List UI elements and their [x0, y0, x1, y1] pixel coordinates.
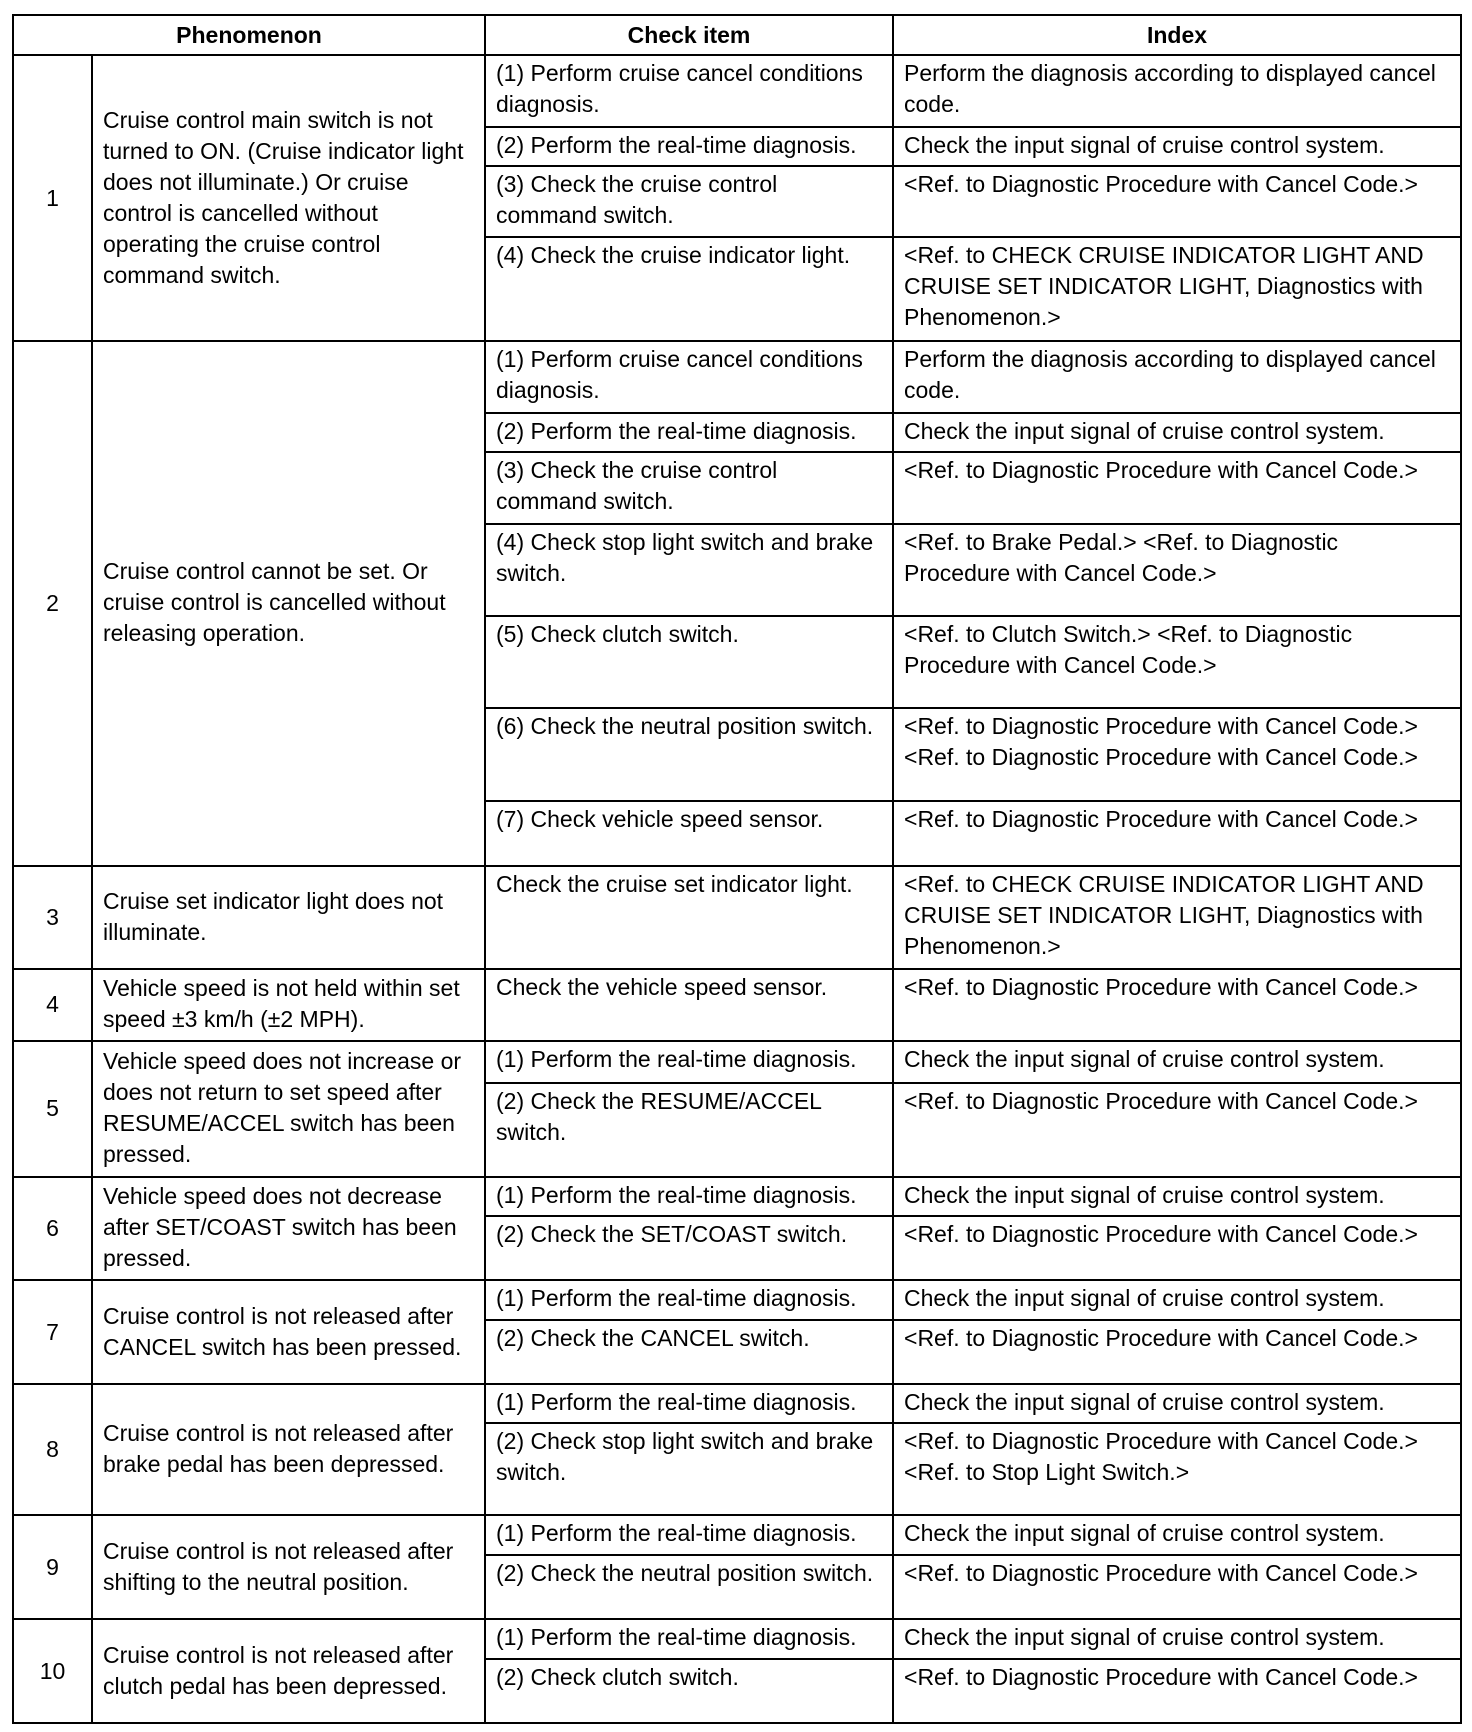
index-cell: <Ref. to Diagnostic Procedure with Cancel Code.> [893, 166, 1461, 238]
check-item-cell: (2) Check the CANCEL switch. [485, 1320, 893, 1384]
table-row [13, 1177, 1461, 1216]
phenomenon-cell: Vehicle speed is not held within set speed ±3 km/h (±2 MPH). [92, 969, 485, 1041]
index-cell: Perform the diagnosis according to displayed cancel code. [893, 55, 1461, 127]
check-item-cell: Check the vehicle speed sensor. [485, 969, 893, 1041]
row-number: 2 [13, 341, 92, 865]
index-cell: Check the input signal of cruise control system. [893, 1041, 1461, 1084]
check-item-cell: (2) Check the neutral position switch. [485, 1555, 893, 1619]
row-number: 10 [13, 1619, 92, 1723]
check-item-cell: (2) Check clutch switch. [485, 1659, 893, 1723]
table-header [13, 15, 1461, 55]
row-number: 4 [13, 969, 92, 1041]
check-item-cell: (5) Check clutch switch. [485, 616, 893, 708]
index-cell: Check the input signal of cruise control system. [893, 1384, 1461, 1423]
index-cell: Check the input signal of cruise control system. [893, 1619, 1461, 1658]
header-phenomenon: Phenomenon [13, 15, 485, 55]
row-number: 9 [13, 1515, 92, 1619]
check-item-cell: (2) Perform the real-time diagnosis. [485, 413, 893, 452]
diagnosis-table [12, 14, 1462, 1724]
header-row [13, 15, 1461, 55]
check-item-cell: (3) Check the cruise control command switch. [485, 166, 893, 238]
check-item-cell: (1) Perform cruise cancel conditions diagnosis. [485, 341, 893, 413]
phenomenon-cell: Cruise control cannot be set. Or cruise control is cancelled without releasing operation. [92, 341, 485, 865]
check-item-cell: (2) Check the RESUME/ACCEL switch. [485, 1083, 893, 1176]
index-cell: <Ref. to Diagnostic Procedure with Cancel Code.> [893, 1659, 1461, 1723]
phenomenon-cell: Cruise control main switch is not turned to ON. (Cruise indicator light does not illuminate.) Or cruise control is cancelled without operating the cruise control command switch. [92, 55, 485, 341]
index-cell: Check the input signal of cruise control system. [893, 1177, 1461, 1216]
index-cell: <Ref. to Diagnostic Procedure with Cancel Code.> [893, 969, 1461, 1041]
check-item-cell: (6) Check the neutral position switch. [485, 708, 893, 801]
check-item-cell: (1) Perform the real-time diagnosis. [485, 1515, 893, 1554]
index-cell: <Ref. to Clutch Switch.> <Ref. to Diagnostic Procedure with Cancel Code.> [893, 616, 1461, 708]
index-cell: <Ref. to Diagnostic Procedure with Cancel Code.> [893, 452, 1461, 524]
index-cell: <Ref. to CHECK CRUISE INDICATOR LIGHT AND CRUISE SET INDICATOR LIGHT, Diagnostics with Phenomenon.> [893, 237, 1461, 341]
phenomenon-cell: Cruise set indicator light does not illuminate. [92, 866, 485, 970]
table-row [13, 1384, 1461, 1423]
check-item-cell: (2) Perform the real-time diagnosis. [485, 127, 893, 166]
table-row [13, 1619, 1461, 1658]
check-item-cell: (3) Check the cruise control command switch. [485, 452, 893, 524]
table-row [13, 1041, 1461, 1084]
phenomenon-cell: Cruise control is not released after clutch pedal has been depressed. [92, 1619, 485, 1723]
table-body [13, 55, 1461, 1723]
header-index: Index [893, 15, 1461, 55]
check-item-cell: (1) Perform the real-time diagnosis. [485, 1619, 893, 1658]
row-number: 5 [13, 1041, 92, 1177]
index-cell: <Ref. to Diagnostic Procedure with Cancel Code.> <Ref. to Stop Light Switch.> [893, 1423, 1461, 1515]
phenomenon-cell: Cruise control is not released after shifting to the neutral position. [92, 1515, 485, 1619]
table-row [13, 341, 1461, 413]
index-cell: <Ref. to Diagnostic Procedure with Cancel Code.> [893, 1083, 1461, 1176]
check-item-cell: (2) Check the SET/COAST switch. [485, 1216, 893, 1280]
table-row [13, 55, 1461, 127]
check-item-cell: (1) Perform cruise cancel conditions diagnosis. [485, 55, 893, 127]
phenomenon-cell: Vehicle speed does not decrease after SET/COAST switch has been pressed. [92, 1177, 485, 1281]
index-cell: <Ref. to Diagnostic Procedure with Cancel Code.> [893, 1216, 1461, 1280]
phenomenon-cell: Cruise control is not released after brake pedal has been depressed. [92, 1384, 485, 1516]
index-cell: <Ref. to Diagnostic Procedure with Cancel Code.> [893, 1320, 1461, 1384]
index-cell: <Ref. to Brake Pedal.> <Ref. to Diagnostic Procedure with Cancel Code.> [893, 524, 1461, 616]
header-check-item: Check item [485, 15, 893, 55]
index-cell: Check the input signal of cruise control system. [893, 1515, 1461, 1554]
check-item-cell: (1) Perform the real-time diagnosis. [485, 1177, 893, 1216]
check-item-cell: (2) Check stop light switch and brake switch. [485, 1423, 893, 1515]
index-cell: <Ref. to Diagnostic Procedure with Cancel Code.> [893, 1555, 1461, 1619]
row-number: 3 [13, 866, 92, 970]
table-row [13, 1280, 1461, 1319]
check-item-cell: (1) Perform the real-time diagnosis. [485, 1041, 893, 1084]
check-item-cell: Check the cruise set indicator light. [485, 866, 893, 970]
index-cell: Check the input signal of cruise control system. [893, 1280, 1461, 1319]
check-item-cell: (7) Check vehicle speed sensor. [485, 801, 893, 865]
check-item-cell: (4) Check stop light switch and brake switch. [485, 524, 893, 616]
index-cell: Perform the diagnosis according to displayed cancel code. [893, 341, 1461, 413]
check-item-cell: (1) Perform the real-time diagnosis. [485, 1384, 893, 1423]
phenomenon-cell: Cruise control is not released after CANCEL switch has been pressed. [92, 1280, 485, 1384]
index-cell: <Ref. to CHECK CRUISE INDICATOR LIGHT AND CRUISE SET INDICATOR LIGHT, Diagnostics with Phenomenon.> [893, 866, 1461, 970]
row-number: 8 [13, 1384, 92, 1516]
index-cell: <Ref. to Diagnostic Procedure with Cancel Code.> <Ref. to Diagnostic Procedure with Cancel Code.> [893, 708, 1461, 801]
index-cell: Check the input signal of cruise control system. [893, 127, 1461, 166]
index-cell: Check the input signal of cruise control system. [893, 413, 1461, 452]
row-number: 6 [13, 1177, 92, 1281]
check-item-cell: (4) Check the cruise indicator light. [485, 237, 893, 341]
phenomenon-cell: Vehicle speed does not increase or does not return to set speed after RESUME/ACCEL switch has been pressed. [92, 1041, 485, 1177]
row-number: 7 [13, 1280, 92, 1384]
index-cell: <Ref. to Diagnostic Procedure with Cancel Code.> [893, 801, 1461, 865]
check-item-cell: (1) Perform the real-time diagnosis. [485, 1280, 893, 1319]
row-number: 1 [13, 55, 92, 341]
table-row [13, 866, 1461, 970]
table-row [13, 969, 1461, 1041]
table-row [13, 1515, 1461, 1554]
